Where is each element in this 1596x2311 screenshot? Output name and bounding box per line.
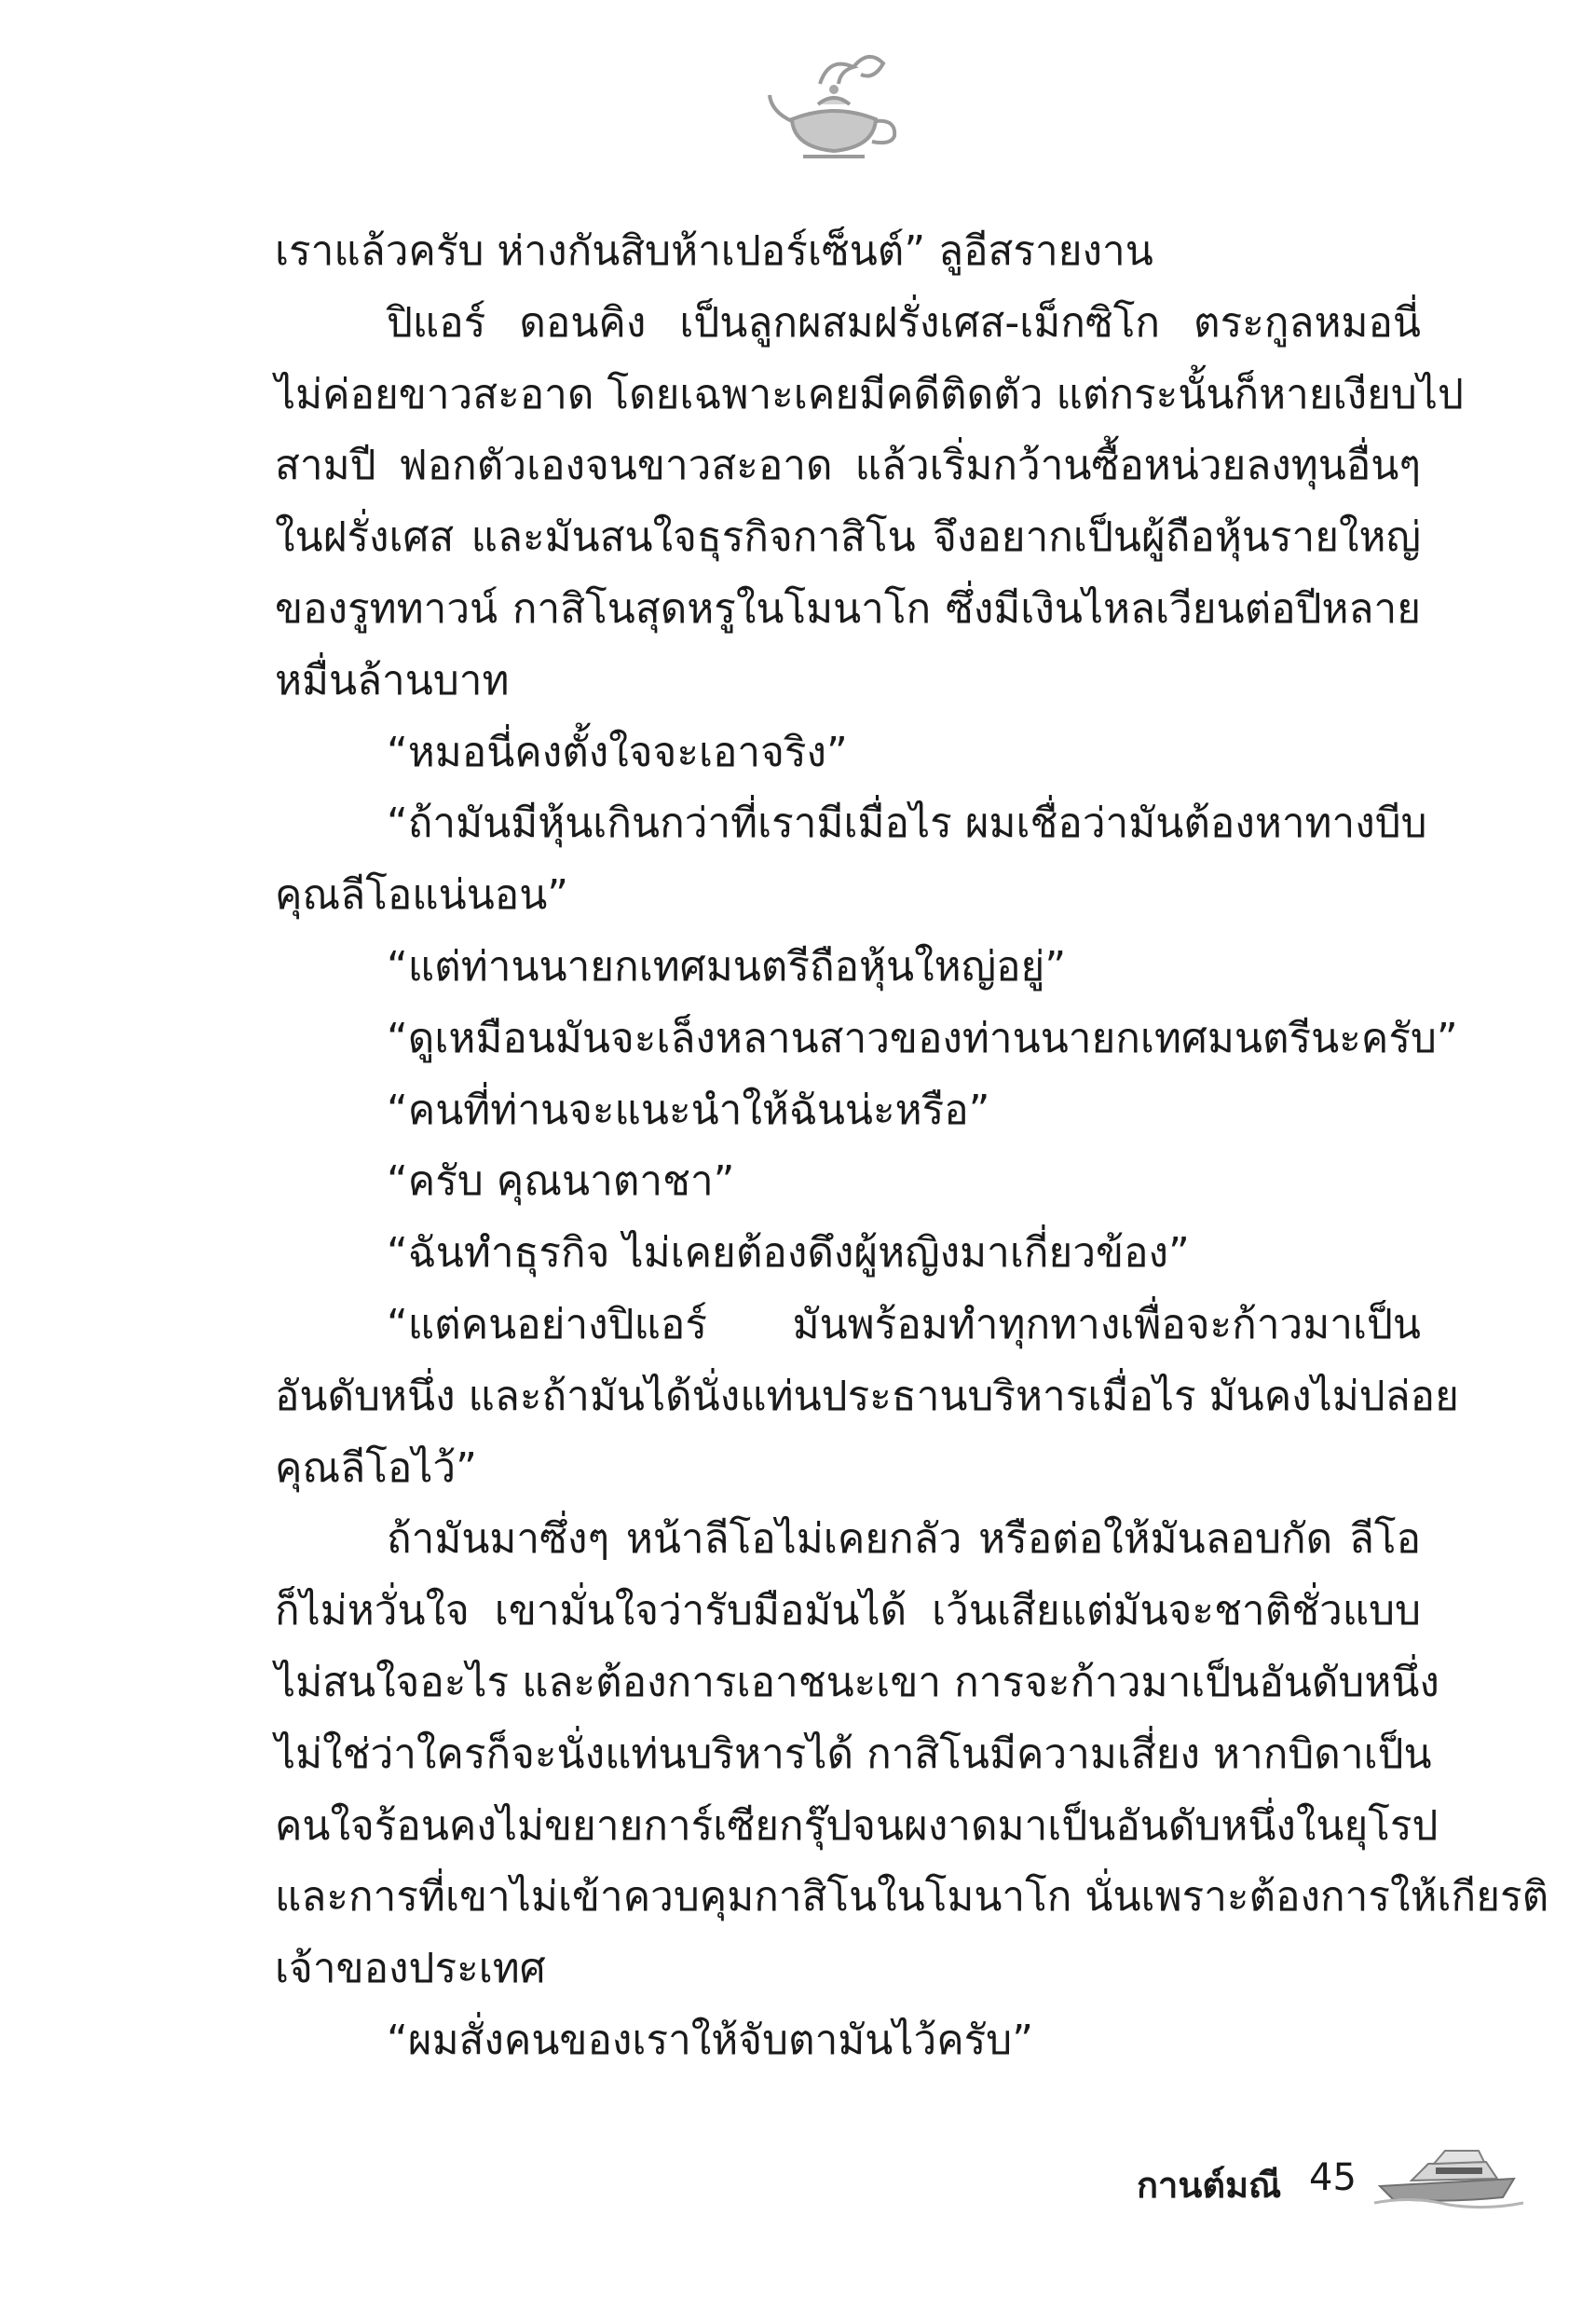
text-line: คุณลีโอแน่นอน” (275, 871, 569, 920)
text-line: คุณลีโอไว้” (275, 1443, 477, 1492)
lamp-ornament-icon (764, 47, 904, 168)
text-line: ไม่สนใจอะไร และต้องการเอาชนะเขา การจะก้าวมาเป็นอันดับหนึ่ง (275, 1658, 1439, 1706)
page-footer (1118, 2138, 1528, 2212)
text-line: “ถ้ามันมีหุ้นเกินกว่าที่เรามีเมื่อไร ผมเชื่อว่ามันต้องหาทางบีบ (387, 800, 1427, 848)
text-line: ก็ไม่หวั่นใจ เขามั่นใจว่ารับมือมันได้ เว้นเสียแต่มันจะชาติชั่วแบบ (275, 1587, 1421, 1635)
text-line: “ฉันทำธุรกิจ ไม่เคยต้องดึงผู้หญิงมาเกี่ยวข้อง” (387, 1229, 1190, 1278)
text-line: “แต่ท่านนายกเทศมนตรีถือหุ้นใหญ่อยู่” (387, 942, 1067, 991)
text-line: ไม่ใช่ว่าใครก็จะนั่งแท่นบริหารได้ กาสิโนมีความเสี่ยง หากบิดาเป็น (275, 1730, 1432, 1778)
text-line: ของรูททาวน์ กาสิโนสุดหรูในโมนาโก ซึ่งมีเงินไหลเวียนต่อปีหลาย (275, 584, 1421, 633)
text-line: หมื่นล้านบาท (275, 656, 510, 704)
text-line: สามปี ฟอกตัวเองจนขาวสะอาด แล้วเริ่มกว้านซื้อหน่วยลงทุนอื่นๆ (275, 442, 1421, 490)
text-line: เจ้าของประเทศ (275, 1945, 546, 1993)
text-line: “ผมสั่งคนของเราให้จับตามันไว้ครับ” (387, 2016, 1033, 2064)
text-line: “ดูเหมือนมันจะเล็งหลานสาวของท่านนายกเทศมนตรีนะครับ” (387, 1014, 1458, 1062)
text-line: อันดับหนึ่ง และถ้ามันได้นั่งแท่นประธานบริหารเมื่อไร มันคงไม่ปล่อย (275, 1372, 1459, 1420)
text-line: “คนที่ท่านจะแนะนำให้ฉันน่ะหรือ” (387, 1086, 990, 1134)
page-number: 45 (1309, 2156, 1357, 2199)
text-line: ถ้ามันมาซึ่งๆ หน้าลีโอไม่เคยกลัว หรือต่อให้มันลอบกัด ลีโอ (387, 1515, 1421, 1564)
text-line: “ครับ คุณนาตาชา” (387, 1157, 735, 1206)
book-title: กานต์มณี (1137, 2165, 1282, 2206)
text-line: ปิแอร์ ดอนคิง เป็นลูกผสมฝรั่งเศส-เม็กซิโก ตระกูลหมอนี่ (387, 298, 1421, 347)
body-text (275, 216, 1549, 2077)
text-line: คนใจร้อนคงไม่ขยายการ์เซียกรุ๊ปจนผงาดมาเป็นอันดับหนึ่งในยุโรป (275, 1801, 1439, 1850)
text-line: “แต่คนอย่างปิแอร์ มันพร้อมทำทุกทางเพื่อจะก้าวมาเป็น (387, 1300, 1421, 1348)
text-line: “หมอนี่คงตั้งใจจะเอาจริง” (387, 728, 848, 776)
text-line: เราแล้วครับ ห่างกันสิบห้าเปอร์เซ็นต์” ลูอีสรายงาน (275, 227, 1153, 275)
text-line: และการที่เขาไม่เข้าควบคุมกาสิโนในโมนาโก นั่นเพราะต้องการให้เกียรติ (275, 1873, 1549, 1921)
text-line: ในฝรั่งเศส และมันสนใจธุรกิจกาสิโน จึงอยากเป็นผู้ถือหุ้นรายใหญ่ (275, 513, 1421, 562)
text-line: ไม่ค่อยขาวสะอาด โดยเฉพาะเคยมีคดีติดตัว แต่กระนั้นก็หายเงียบไป (275, 370, 1464, 418)
yacht-icon (1374, 2138, 1523, 2212)
